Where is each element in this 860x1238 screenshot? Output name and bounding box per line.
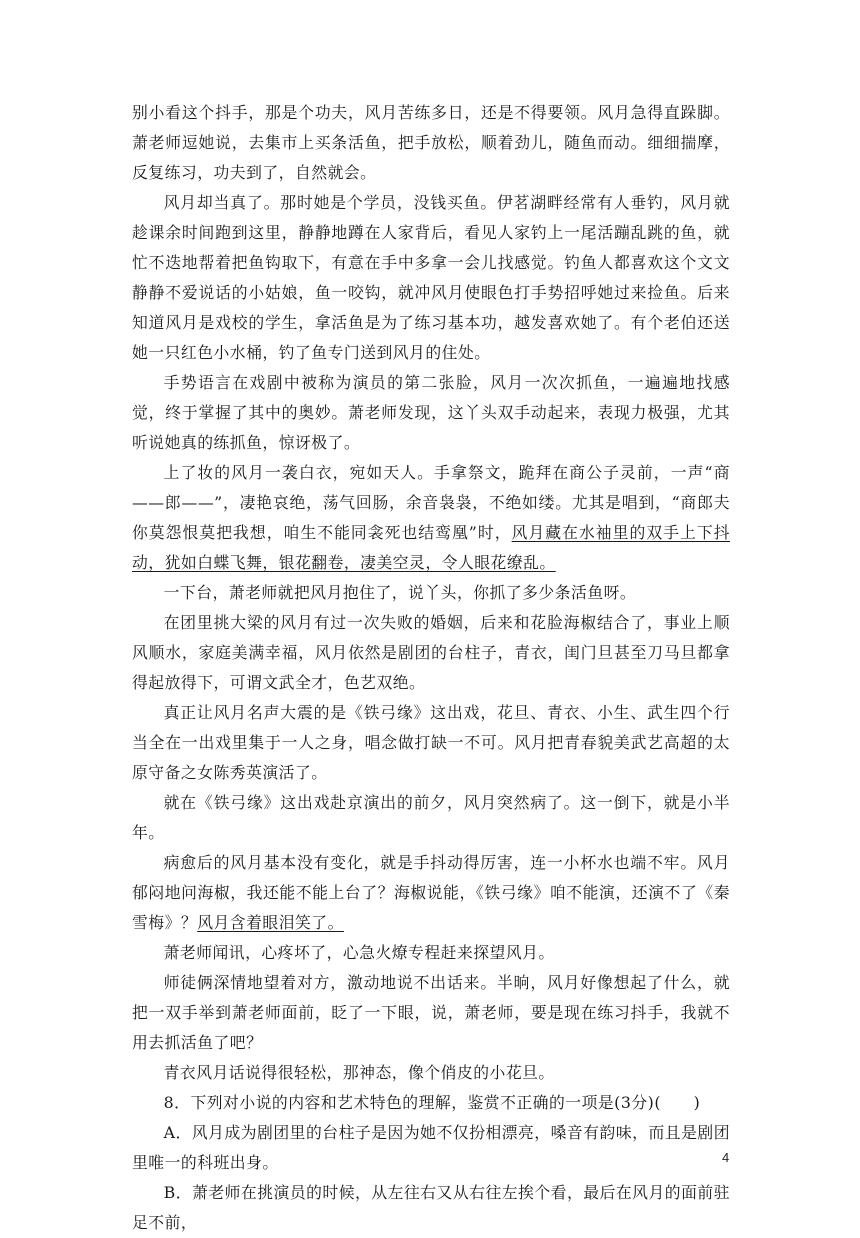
paragraph-text: 真正让风月名声大震的是《铁弓缘》这出戏，花旦、青衣、小生、武生四个行当全在一出戏里集于一人之身，唱念做打缺一不可。风月把青春貌美武艺高超的太原守备之女陈秀英演活了。 — [132, 703, 730, 782]
paragraph-2 — [132, 188, 730, 368]
option-text: B．萧老师在挑演员的时候，从左往右又从右往左挨个看，最后在风月的面前驻足不前， — [132, 1183, 730, 1232]
paragraph-text: 萧老师闻讯，心疼坏了，心急火燎专程赶来探望风月。 — [163, 943, 555, 962]
option-a — [132, 1118, 730, 1178]
paragraph-text: 在团里挑大梁的风月有过一次失败的婚姻，后来和花脸海椒结合了，事业上顺风顺水，家庭美满幸福，风月依然是剧团的台柱子，青衣，闺门旦甚至刀马旦都拿得起放得下，可谓文武全才，色艺双绝。 — [132, 613, 730, 692]
paragraph-7 — [132, 698, 730, 788]
paragraph-text: 一下台，萧老师就把风月抱住了，说丫头，你抓了多少条活鱼呀。 — [163, 583, 637, 602]
paragraph-text: 上了妆的风月一袭白衣，宛如天人。手拿祭文，跪拜在商公子灵前，一声“商——郎——”，凄艳哀绝，荡气回肠，余音袅袅，不绝如缕。尤其是唱到，“商郎夫你莫怨恨莫把我想，咱生不能同衾死也结鸾凰”时， — [132, 463, 730, 542]
paragraph-text: 手势语言在戏剧中被称为演员的第二张脸，风月一次次抓鱼，一遍遍地找感觉，终于掌握了其中的奥妙。萧老师发现，这丫头双手动起来，表现力极强，尤其听说她真的练抓鱼，惊讶极了。 — [132, 373, 730, 452]
paragraph-12 — [132, 1058, 730, 1088]
underlined-sentence: 风月藏在水袖里的双手上下抖动，犹如白蝶飞舞，银花翻卷，凄美空灵，令人眼花缭乱。 — [132, 523, 730, 572]
option-b — [132, 1178, 730, 1238]
paragraph-text: 别小看这个抖手，那是个功夫，风月苦练多日，还是不得要领。风月急得直跺脚。萧老师逗她说，去集市上买条活鱼，把手放松，顺着劲儿，随鱼而动。细细揣摩，反复练习，功夫到了，自然就会。 — [132, 103, 730, 182]
option-text: A．风月成为剧团里的台柱子是因为她不仅扮相漂亮，嗓音有韵味，而且是剧团里唯一的科班出身。 — [132, 1123, 730, 1172]
paragraph-5 — [132, 578, 730, 608]
paragraph-text: 师徒俩深情地望着对方，激动地说不出话来。半晌，风月好像想起了什么，就把一双手举到萧老师面前，眨了一下眼，说，萧老师，要是现在练习抖手，我就不用去抓活鱼了吧？ — [132, 973, 730, 1052]
underlined-sentence: 风月含着眼泪笑了。 — [197, 913, 344, 932]
paragraph-3 — [132, 368, 730, 458]
paragraph-text: 病愈后的风月基本没有变化，就是手抖动得厉害，连一小杯水也端不牢。风月郁闷地问海椒，我还能不能上台了？海椒说能，《铁弓缘》咱不能演，还演不了《秦雪梅》？ — [132, 853, 730, 932]
question-text: 8．下列对小说的内容和艺术特色的理解，鉴赏不正确的一项是(3分)( ) — [163, 1093, 701, 1112]
paragraph-1 — [132, 98, 730, 188]
paragraph-text: 风月却当真了。那时她是个学员，没钱买鱼。伊茗湖畔经常有人垂钓，风月就趁课余时间跑到这里，静静地蹲在人家背后，看见人家钓上一尾活蹦乱跳的鱼，就忙不迭地帮着把鱼钩取下，有意在手中多拿一会儿找感觉。钓鱼人都喜欢这个文文静静不爱说话的小姑娘，鱼一咬钩，就冲风月使眼色打手势招呼她过来捡鱼。后来知道风月是戏校的学生，拿活鱼是为了练习基本功，越发喜欢她了。有个老伯还送她一只红色小水桶，钓了鱼专门送到风月的住处。 — [132, 193, 730, 362]
paragraph-6 — [132, 608, 730, 698]
question-8 — [132, 1088, 730, 1118]
page-number: 4 — [722, 1150, 730, 1165]
paragraph-4 — [132, 458, 730, 578]
paragraph-text: 青衣风月话说得很轻松，那神态，像个俏皮的小花旦。 — [163, 1063, 555, 1082]
paragraph-9 — [132, 848, 730, 938]
document-body — [132, 98, 730, 1238]
paragraph-10 — [132, 938, 730, 968]
paragraph-8 — [132, 788, 730, 848]
paragraph-text: 就在《铁弓缘》这出戏赴京演出的前夕，风月突然病了。这一倒下，就是小半年。 — [132, 793, 730, 842]
paragraph-11 — [132, 968, 730, 1058]
